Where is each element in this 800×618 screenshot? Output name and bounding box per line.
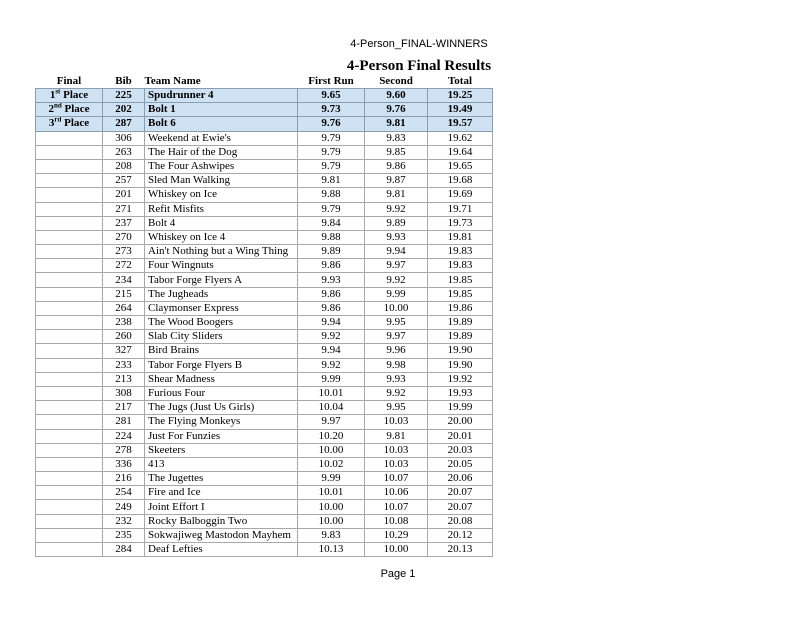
table-header-row xyxy=(36,74,493,89)
bib-cell: 233 xyxy=(103,358,145,372)
total-cell: 20.08 xyxy=(428,514,493,528)
team-name-cell: Sokwajiweg Mastodon Mayhem xyxy=(145,528,298,542)
first-run-cell: 10.00 xyxy=(298,514,365,528)
team-name-cell: The Jugettes xyxy=(145,472,298,486)
second-run-cell: 9.97 xyxy=(365,259,428,273)
team-name-cell: Whiskey on Ice xyxy=(145,188,298,202)
final-place-cell xyxy=(36,443,103,457)
place-number: 3 xyxy=(48,117,55,130)
total-cell: 20.12 xyxy=(428,528,493,542)
team-name-cell: Fire and Ice xyxy=(145,486,298,500)
place-number: 2 xyxy=(48,103,54,116)
table-row xyxy=(36,145,493,159)
total-cell: 19.73 xyxy=(428,216,493,230)
table-row xyxy=(36,316,493,330)
first-run-cell: 9.99 xyxy=(298,472,365,486)
second-run-cell: 10.07 xyxy=(365,472,428,486)
team-name-cell: Weekend at Ewie's xyxy=(145,131,298,145)
first-run-cell: 9.84 xyxy=(298,216,365,230)
bib-cell: 249 xyxy=(103,500,145,514)
column-header-bib: Bib xyxy=(115,75,132,87)
final-place-cell xyxy=(36,457,103,471)
table-row xyxy=(36,287,493,301)
bib-cell: 271 xyxy=(103,202,145,216)
total-cell: 19.62 xyxy=(428,131,493,145)
final-place-cell xyxy=(36,500,103,514)
second-run-cell: 10.00 xyxy=(365,301,428,315)
team-name-cell: Skeeters xyxy=(145,443,298,457)
final-place-cell xyxy=(36,401,103,415)
final-place-cell xyxy=(36,230,103,244)
first-run-cell: 9.97 xyxy=(298,415,365,429)
final-place-cell xyxy=(36,514,103,528)
first-run-cell: 10.01 xyxy=(298,386,365,400)
team-name-cell: Whiskey on Ice 4 xyxy=(145,230,298,244)
column-header-final: Final xyxy=(56,75,82,87)
column-header-second: Second xyxy=(379,75,413,87)
total-cell: 19.83 xyxy=(428,245,493,259)
second-run-cell: 10.00 xyxy=(365,543,428,557)
total-cell: 19.69 xyxy=(428,188,493,202)
final-place-cell xyxy=(36,89,103,103)
second-run-cell: 10.07 xyxy=(365,500,428,514)
bib-cell: 201 xyxy=(103,188,145,202)
first-run-cell: 9.86 xyxy=(298,259,365,273)
place-word: Place xyxy=(64,117,90,130)
second-run-cell: 9.93 xyxy=(365,372,428,386)
bib-cell: 254 xyxy=(103,486,145,500)
total-cell: 19.68 xyxy=(428,174,493,188)
second-run-cell: 9.81 xyxy=(365,117,428,131)
final-place-cell xyxy=(36,386,103,400)
bib-cell: 308 xyxy=(103,386,145,400)
team-name-cell: Refit Misfits xyxy=(145,202,298,216)
second-run-cell: 9.85 xyxy=(365,145,428,159)
final-place-cell xyxy=(36,372,103,386)
total-cell: 19.93 xyxy=(428,386,493,400)
total-cell: 19.90 xyxy=(428,344,493,358)
column-header-team-name: Team Name xyxy=(144,75,201,87)
first-run-cell: 9.76 xyxy=(298,117,365,131)
final-place-cell xyxy=(36,188,103,202)
results-table-container xyxy=(35,74,493,557)
bib-cell: 264 xyxy=(103,301,145,315)
table-row xyxy=(36,159,493,173)
first-run-cell: 10.04 xyxy=(298,401,365,415)
first-run-cell: 9.99 xyxy=(298,372,365,386)
final-place-cell xyxy=(36,259,103,273)
place-ordinal-suffix: st xyxy=(55,88,61,96)
column-header-first-run: First Run xyxy=(308,75,354,87)
bib-cell: 208 xyxy=(103,159,145,173)
first-run-cell: 10.02 xyxy=(298,457,365,471)
team-name-cell: Rocky Balboggin Two xyxy=(145,514,298,528)
bib-cell: 278 xyxy=(103,443,145,457)
bib-cell: 327 xyxy=(103,344,145,358)
second-run-cell: 9.97 xyxy=(365,330,428,344)
table-row xyxy=(36,372,493,386)
final-place-cell xyxy=(36,103,103,117)
table-row xyxy=(36,230,493,244)
final-place-cell xyxy=(36,486,103,500)
team-name-cell: Bolt 4 xyxy=(145,216,298,230)
winner-row xyxy=(36,89,493,103)
second-run-cell: 10.03 xyxy=(365,415,428,429)
place-word: Place xyxy=(64,103,90,116)
bib-cell: 202 xyxy=(103,103,145,117)
bib-cell: 215 xyxy=(103,287,145,301)
table-row xyxy=(36,514,493,528)
final-place-cell xyxy=(36,273,103,287)
bib-cell: 260 xyxy=(103,330,145,344)
team-name-cell: Ain't Nothing but a Wing Thing xyxy=(145,245,298,259)
first-run-cell: 10.00 xyxy=(298,443,365,457)
bib-cell: 238 xyxy=(103,316,145,330)
final-place-cell xyxy=(36,316,103,330)
total-cell: 20.00 xyxy=(428,415,493,429)
final-place-cell xyxy=(36,245,103,259)
winner-row xyxy=(36,103,493,117)
team-name-cell: Just For Funzies xyxy=(145,429,298,443)
first-run-cell: 9.94 xyxy=(298,344,365,358)
first-run-cell: 10.20 xyxy=(298,429,365,443)
team-name-cell: The Four Ashwipes xyxy=(145,159,298,173)
total-cell: 19.57 xyxy=(428,117,493,131)
final-place-cell xyxy=(36,543,103,557)
team-name-cell: The Jugheads xyxy=(145,287,298,301)
bib-cell: 281 xyxy=(103,415,145,429)
total-cell: 19.81 xyxy=(428,230,493,244)
second-run-cell: 9.95 xyxy=(365,401,428,415)
final-place-cell xyxy=(36,528,103,542)
second-run-cell: 10.03 xyxy=(365,457,428,471)
bib-cell: 270 xyxy=(103,230,145,244)
total-cell: 19.25 xyxy=(428,89,493,103)
first-run-cell: 9.79 xyxy=(298,131,365,145)
final-place-cell xyxy=(36,358,103,372)
team-name-cell: 413 xyxy=(145,457,298,471)
first-run-cell: 9.88 xyxy=(298,188,365,202)
total-cell: 19.89 xyxy=(428,316,493,330)
team-name-cell: Bolt 6 xyxy=(145,117,298,131)
results-title: 4-Person Final Results xyxy=(346,58,492,74)
page-footer xyxy=(0,568,800,580)
total-cell: 19.83 xyxy=(428,259,493,273)
results-table xyxy=(35,74,493,557)
table-row xyxy=(36,500,493,514)
bib-cell: 273 xyxy=(103,245,145,259)
table-row xyxy=(36,216,493,230)
first-run-cell: 10.01 xyxy=(298,486,365,500)
final-place-cell xyxy=(36,472,103,486)
team-name-cell: Claymonser Express xyxy=(145,301,298,315)
document-filename: 4-Person_FINAL-WINNERS xyxy=(350,38,488,50)
total-cell: 20.13 xyxy=(428,543,493,557)
bib-cell: 225 xyxy=(103,89,145,103)
total-cell: 19.86 xyxy=(428,301,493,315)
table-row xyxy=(36,202,493,216)
total-cell: 19.65 xyxy=(428,159,493,173)
team-name-cell: Spudrunner 4 xyxy=(145,89,298,103)
second-run-cell: 10.08 xyxy=(365,514,428,528)
second-run-cell: 9.86 xyxy=(365,159,428,173)
bib-cell: 284 xyxy=(103,543,145,557)
place-number: 1 xyxy=(49,89,56,102)
first-run-cell: 9.81 xyxy=(298,174,365,188)
bib-cell: 306 xyxy=(103,131,145,145)
page-number: Page 1 xyxy=(380,568,416,580)
table-row xyxy=(36,472,493,486)
total-cell: 19.90 xyxy=(428,358,493,372)
total-cell: 20.07 xyxy=(428,500,493,514)
total-cell: 19.49 xyxy=(428,103,493,117)
bib-cell: 232 xyxy=(103,514,145,528)
team-name-cell: The Flying Monkeys xyxy=(145,415,298,429)
table-row xyxy=(36,528,493,542)
table-row xyxy=(36,415,493,429)
second-run-cell: 9.60 xyxy=(365,89,428,103)
first-run-cell: 9.94 xyxy=(298,316,365,330)
place-ordinal-suffix: nd xyxy=(53,102,62,110)
bib-cell: 235 xyxy=(103,528,145,542)
table-row xyxy=(36,174,493,188)
total-cell: 19.85 xyxy=(428,273,493,287)
team-name-cell: Deaf Lefties xyxy=(145,543,298,557)
bib-cell: 237 xyxy=(103,216,145,230)
total-cell: 19.85 xyxy=(428,287,493,301)
final-place-cell xyxy=(36,415,103,429)
team-name-cell: The Hair of the Dog xyxy=(145,145,298,159)
team-name-cell: Four Wingnuts xyxy=(145,259,298,273)
bib-cell: 263 xyxy=(103,145,145,159)
second-run-cell: 10.29 xyxy=(365,528,428,542)
column-header-total: Total xyxy=(447,75,473,87)
second-run-cell: 9.76 xyxy=(365,103,428,117)
second-run-cell: 9.98 xyxy=(365,358,428,372)
second-run-cell: 9.93 xyxy=(365,230,428,244)
place-ordinal-suffix: rd xyxy=(54,116,62,124)
bib-cell: 213 xyxy=(103,372,145,386)
team-name-cell: Furious Four xyxy=(145,386,298,400)
results-table-body xyxy=(36,89,493,557)
place-word: Place xyxy=(63,89,89,102)
team-name-cell: Joint Effort I xyxy=(145,500,298,514)
team-name-cell: Slab City Sliders xyxy=(145,330,298,344)
final-place-cell xyxy=(36,159,103,173)
team-name-cell: Bird Brains xyxy=(145,344,298,358)
first-run-cell: 9.93 xyxy=(298,273,365,287)
first-run-cell: 9.88 xyxy=(298,230,365,244)
table-row xyxy=(36,457,493,471)
final-place-cell xyxy=(36,131,103,145)
table-row xyxy=(36,344,493,358)
total-cell: 19.99 xyxy=(428,401,493,415)
second-run-cell: 10.06 xyxy=(365,486,428,500)
first-run-cell: 9.86 xyxy=(298,301,365,315)
second-run-cell: 9.99 xyxy=(365,287,428,301)
first-run-cell: 9.73 xyxy=(298,103,365,117)
first-run-cell: 9.86 xyxy=(298,287,365,301)
total-cell: 19.71 xyxy=(428,202,493,216)
second-run-cell: 10.03 xyxy=(365,443,428,457)
table-row xyxy=(36,245,493,259)
page-header xyxy=(0,38,800,50)
team-name-cell: Shear Madness xyxy=(145,372,298,386)
first-run-cell: 9.79 xyxy=(298,145,365,159)
table-row xyxy=(36,188,493,202)
table-row xyxy=(36,543,493,557)
table-row xyxy=(36,401,493,415)
bib-cell: 336 xyxy=(103,457,145,471)
second-run-cell: 9.89 xyxy=(365,216,428,230)
second-run-cell: 9.94 xyxy=(365,245,428,259)
final-place-cell xyxy=(36,301,103,315)
final-place-cell xyxy=(36,429,103,443)
first-run-cell: 9.83 xyxy=(298,528,365,542)
total-cell: 19.89 xyxy=(428,330,493,344)
team-name-cell: Bolt 1 xyxy=(145,103,298,117)
final-place-cell xyxy=(36,117,103,131)
page-title xyxy=(0,58,800,75)
total-cell: 20.07 xyxy=(428,486,493,500)
team-name-cell: Tabor Forge Flyers A xyxy=(145,273,298,287)
table-row xyxy=(36,330,493,344)
bib-cell: 217 xyxy=(103,401,145,415)
final-place-cell xyxy=(36,202,103,216)
table-row xyxy=(36,443,493,457)
second-run-cell: 9.95 xyxy=(365,316,428,330)
total-cell: 20.05 xyxy=(428,457,493,471)
total-cell: 20.03 xyxy=(428,443,493,457)
team-name-cell: The Wood Boogers xyxy=(145,316,298,330)
final-place-cell xyxy=(36,174,103,188)
first-run-cell: 9.89 xyxy=(298,245,365,259)
second-run-cell: 9.83 xyxy=(365,131,428,145)
first-run-cell: 10.00 xyxy=(298,500,365,514)
table-row xyxy=(36,259,493,273)
bib-cell: 216 xyxy=(103,472,145,486)
final-place-cell xyxy=(36,216,103,230)
first-run-cell: 10.13 xyxy=(298,543,365,557)
table-row xyxy=(36,358,493,372)
second-run-cell: 9.96 xyxy=(365,344,428,358)
first-run-cell: 9.79 xyxy=(298,159,365,173)
team-name-cell: Sled Man Walking xyxy=(145,174,298,188)
total-cell: 20.01 xyxy=(428,429,493,443)
first-run-cell: 9.92 xyxy=(298,358,365,372)
total-cell: 19.92 xyxy=(428,372,493,386)
second-run-cell: 9.81 xyxy=(365,188,428,202)
bib-cell: 287 xyxy=(103,117,145,131)
second-run-cell: 9.81 xyxy=(365,429,428,443)
table-row xyxy=(36,131,493,145)
bib-cell: 224 xyxy=(103,429,145,443)
winner-row xyxy=(36,117,493,131)
total-cell: 19.64 xyxy=(428,145,493,159)
table-row xyxy=(36,273,493,287)
second-run-cell: 9.87 xyxy=(365,174,428,188)
first-run-cell: 9.79 xyxy=(298,202,365,216)
final-place-cell xyxy=(36,287,103,301)
bib-cell: 257 xyxy=(103,174,145,188)
first-run-cell: 9.65 xyxy=(298,89,365,103)
team-name-cell: The Jugs (Just Us Girls) xyxy=(145,401,298,415)
bib-cell: 234 xyxy=(103,273,145,287)
team-name-cell: Tabor Forge Flyers B xyxy=(145,358,298,372)
table-row xyxy=(36,386,493,400)
final-place-cell xyxy=(36,344,103,358)
table-row xyxy=(36,301,493,315)
second-run-cell: 9.92 xyxy=(365,202,428,216)
total-cell: 20.06 xyxy=(428,472,493,486)
first-run-cell: 9.92 xyxy=(298,330,365,344)
second-run-cell: 9.92 xyxy=(365,273,428,287)
table-row xyxy=(36,429,493,443)
final-place-cell xyxy=(36,145,103,159)
table-row xyxy=(36,486,493,500)
second-run-cell: 9.92 xyxy=(365,386,428,400)
bib-cell: 272 xyxy=(103,259,145,273)
final-place-cell xyxy=(36,330,103,344)
